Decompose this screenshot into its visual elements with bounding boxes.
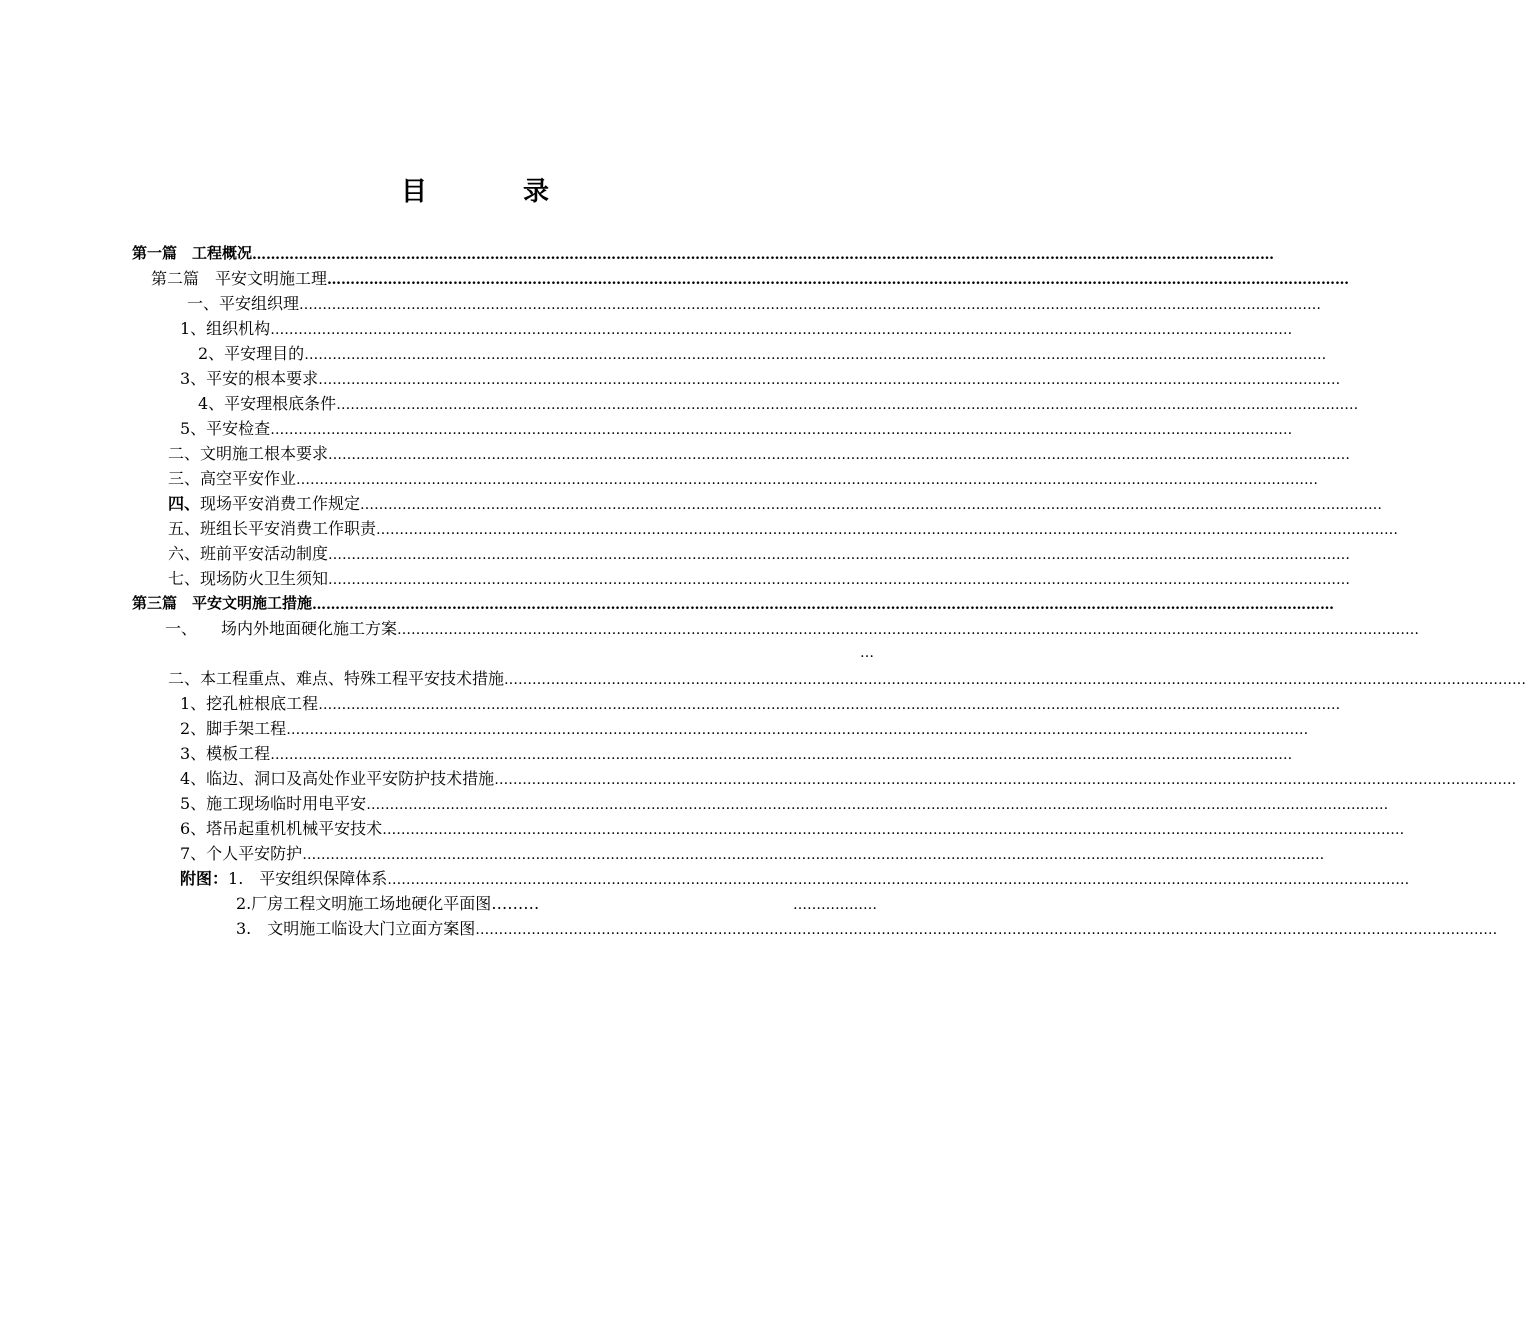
toc-entry-civilized-construction[interactable]: 二、文明施工根本要求 ………………………………………………………………………………………………………………………………………………………………………………………………… [168,441,877,466]
toc-entry-special-measures[interactable]: 二、本工程重点、难点、特殊工程平安技术措施 ………………………………………………………………………………………………………………………………………………………………………………………………… [168,666,877,691]
toc-entry-tower-crane[interactable]: 6、塔吊起重机机械平安技术 ………………………………………………………………………………………………………………………………………………………………………………………………… [180,816,877,841]
dot-leader: ………………………………………………………………………………………………………………………………………………………………………………………………… [328,447,1351,463]
dot-leader: ………………………………………………………………………………………………………………………………………………………………………………………………… [336,397,1359,413]
dot-leader: ………………………………………………………………………………………………………………………………………………………………………………………………… [270,322,1293,338]
page-title [0,172,950,212]
dot-leader: ………………………………………………………………………………………………………………………………………………………………………………………………… [327,272,1350,288]
toc-entry-safety-inspection[interactable]: 5、平安检查 ………………………………………………………………………………………………………………………………………………………………………………………………… [180,416,877,441]
dot-leader: ………………………………………………………………………………………………………………………………………………………………………………………………… [296,472,1319,488]
dot-leader: ………………………………………………………………………………………………………………………………………………………………………………………………… [376,522,1399,538]
dot-leader: ………………………………………………………………………………………………………………………………………………………………………………………………… [494,772,1517,788]
toc-entry-team-leader-duties[interactable]: 五、班组长平安消费工作职责 ………………………………………………………………………………………………………………………………………………………………………………………………… [168,516,877,541]
dot-leader: ………………………………………………………………………………………………………………………………………………………………………………………………… [318,372,1341,388]
toc-entry-fire-hygiene[interactable]: 七、现场防火卫生须知 ………………………………………………………………………………………………………………………………………………………………………………………………… [168,566,877,591]
dot-leader: ………………………………………………………………………………………………………………………………………………………………………………………………… [397,622,1420,638]
toc-entry-formwork[interactable]: 3、模板工程 ………………………………………………………………………………………………………………………………………………………………………………………………… [180,741,877,766]
toc-entry-bored-pile[interactable]: 1、挖孔桩根底工程 ………………………………………………………………………………………………………………………………………………………………………………………………… [180,691,877,716]
toc-entry-temporary-electricity[interactable]: 5、施工现场临时用电平安 ………………………………………………………………………………………………………………………………………………………………………………………………… [180,791,877,816]
toc-entry-part-3[interactable]: 第三篇 平安文明施工措施 ………………………………………………………………………………………………………………………………………………………………………………………………… [132,591,877,616]
toc-entry-org-structure[interactable]: 1、组织机构 ………………………………………………………………………………………………………………………………………………………………………………………………… [180,316,877,341]
toc-entry-personal-protection[interactable]: 7、个人平安防护 ………………………………………………………………………………………………………………………………………………………………………………………………… [180,841,877,866]
title-char-right: 录 [523,177,550,207]
toc-entry-appendix-2[interactable]: 2.厂房工程文明施工场地硬化平面图……… ……………… [236,891,877,916]
toc-entry-site-rules[interactable]: 四、现场平安消费工作规定 ………………………………………………………………………………………………………………………………………………………………………………………………… [168,491,877,516]
dot-leader: ………………………………………………………………………………………………………………………………………………………………………………………………… [366,797,1389,813]
dot-leader: ………………………………………………………………………………………………………………………………………………………………………………………………… [387,872,1410,888]
dot-leader: ………………………………………………………………………………………………………………………………………………………………………………………………… [299,297,1322,313]
dot-leader: ………………………………………………………………………………………………………………………………………………………………………………………………… [270,422,1293,438]
dot-leader: ………………………………………………………………………………………………………………………………………………………………………………………………… [286,722,1309,738]
dot-leader: ………………………………………………………………………………………………………………………………………………………………………………………………… [504,672,1526,688]
dot-leader: ………………………………………………………………………………………………………………………………………………………………………………………………… [475,922,1498,938]
dot-leader: ………………………………………………………………………………………………………………………………………………………………………………………………… [304,347,1327,363]
toc-entry-safety-goals[interactable]: 2、平安理目的 ………………………………………………………………………………………………………………………………………………………………………………………………… [198,341,877,366]
dot-leader: ………………………………………………………………………………………………………………………………………………………………………………………………… [382,822,1405,838]
toc-entry-ground-hardening[interactable]: 一、 场内外地面硬化施工方案 ………………………………………………………………………………………………………………………………………………………………………………………………… [165,616,877,641]
toc-entry-part-1[interactable]: 第一篇 工程概况 ………………………………………………………………………………………………………………………………………………………………………………………………… [132,241,877,266]
toc-entry-scaffolding[interactable]: 2、脚手架工程 ………………………………………………………………………………………………………………………………………………………………………………………………… [180,716,877,741]
dot-leader: ……………… [793,897,877,913]
toc-entry-appendix-3[interactable]: 3. 文明施工临设大门立面方案图 ………………………………………………………………………………………………………………………………………………………………………………………………… [236,916,877,941]
toc-entry-high-altitude[interactable]: 三、高空平安作业 ………………………………………………………………………………………………………………………………………………………………………………………………… [168,466,877,491]
toc-entry-appendix-1[interactable]: 附图：1. 平安组织保障体系 ………………………………………………………………………………………………………………………………………………………………………………………………… [180,866,877,891]
toc-entry-ground-hardening-continuation: … [860,645,874,661]
toc-entry-safety-organization[interactable]: 一、平安组织理 ………………………………………………………………………………………………………………………………………………………………………………………………… [187,291,877,316]
dot-leader: ………………………………………………………………………………………………………………………………………………………………………………………………… [302,847,1325,863]
toc-entry-basic-conditions[interactable]: 4、平安理根底条件 ………………………………………………………………………………………………………………………………………………………………………………………………… [198,391,877,416]
dot-leader: ………………………………………………………………………………………………………………………………………………………………………………………………… [328,547,1351,563]
dot-leader: ………………………………………………………………………………………………………………………………………………………………………………………………… [252,247,1275,263]
toc-entry-part-2[interactable]: 第二篇 平安文明施工理 ………………………………………………………………………………………………………………………………………………………………………………………………… [151,266,877,291]
dot-leader: ………………………………………………………………………………………………………………………………………………………………………………………………… [318,697,1341,713]
dot-leader: ………………………………………………………………………………………………………………………………………………………………………………………………… [270,747,1293,763]
toc-entry-pre-shift-activity[interactable]: 六、班前平安活动制度 ………………………………………………………………………………………………………………………………………………………………………………………………… [168,541,877,566]
toc-entry-basic-requirements[interactable]: 3、平安的根本要求 ………………………………………………………………………………………………………………………………………………………………………………………………… [180,366,877,391]
title-char-left: 目 [400,177,427,207]
dot-leader: ………………………………………………………………………………………………………………………………………………………………………………………………… [312,597,1335,613]
dot-leader: ………………………………………………………………………………………………………………………………………………………………………………………………… [328,572,1351,588]
toc-entry-edge-protection[interactable]: 4、临边、洞口及高处作业平安防护技术措施 ………………………………………………………………………………………………………………………………………………………………………………………………… [180,766,877,791]
dot-leader: ………………………………………………………………………………………………………………………………………………………………………………………………… [360,497,1383,513]
